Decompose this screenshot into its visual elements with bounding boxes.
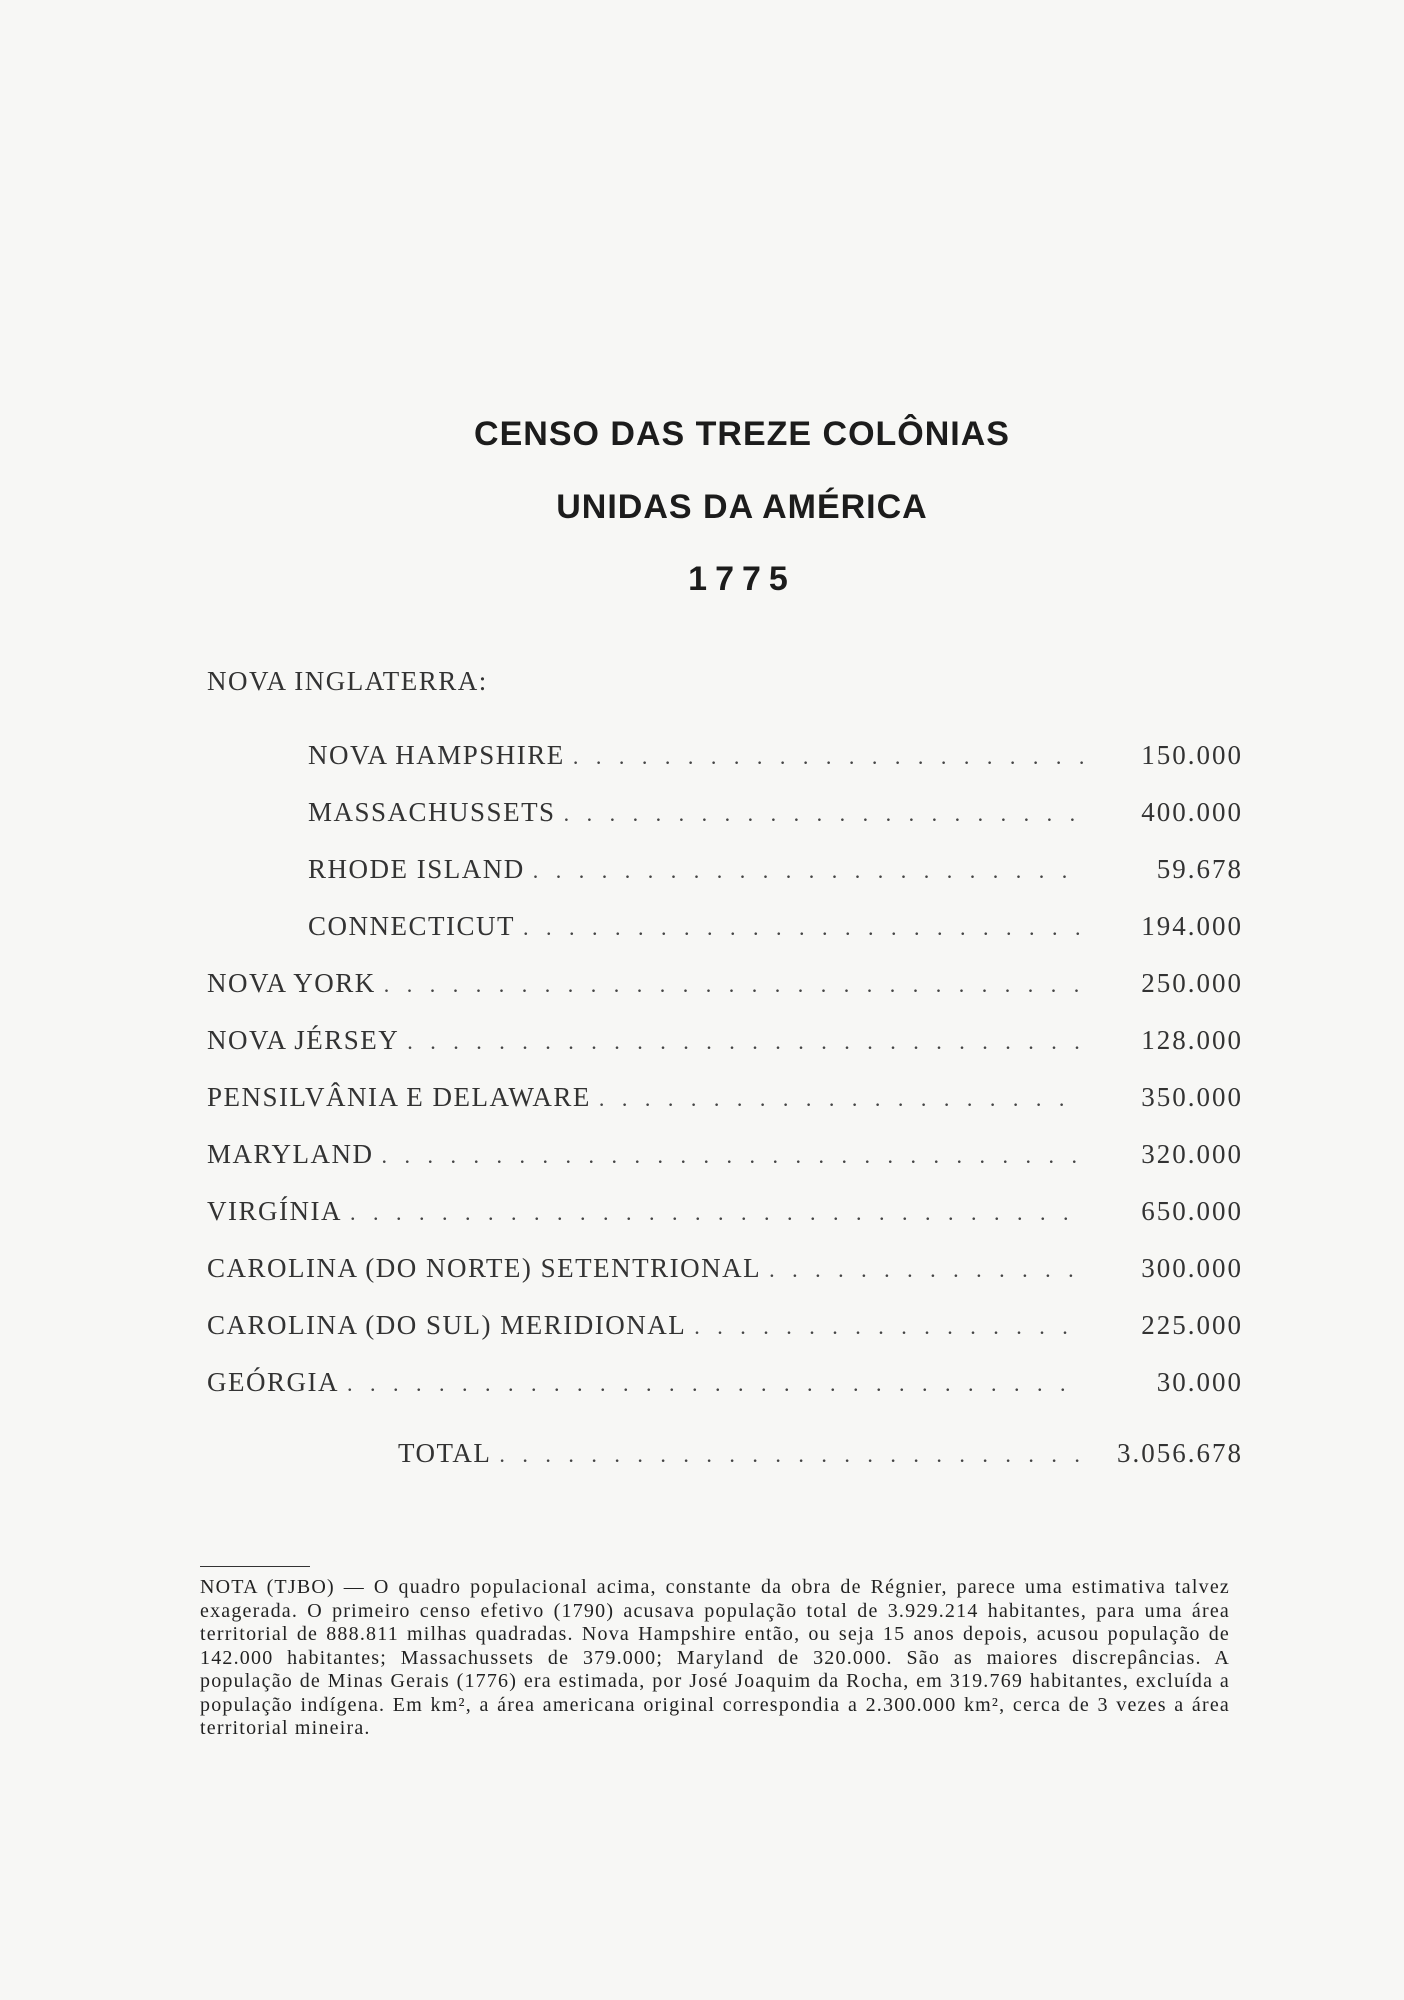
- title-line-1: CENSO DAS TREZE COLÔNIAS: [474, 415, 1010, 453]
- population-value: 128.000: [1141, 1025, 1243, 1055]
- total-label: TOTAL: [398, 1438, 492, 1468]
- region-heading: NOVA INGLATERRA:: [207, 666, 488, 696]
- colony-name: CAROLINA (DO NORTE) SETENTRIONAL: [207, 1253, 762, 1283]
- total-value: 3.056.678: [1117, 1438, 1243, 1468]
- colony-name: VIRGÍNIA: [207, 1196, 342, 1226]
- table-row: [207, 1082, 1243, 1113]
- colony-name: NOVA YORK: [207, 968, 376, 998]
- leader-dots: [533, 858, 1083, 884]
- table-row: [308, 911, 1243, 942]
- leader-dots: [599, 1086, 1083, 1112]
- colony-name: GEÓRGIA: [207, 1367, 339, 1397]
- colony-name: MARYLAND: [207, 1139, 374, 1169]
- table-row: [207, 1310, 1243, 1341]
- colony-name: NOVA HAMPSHIRE: [308, 740, 565, 770]
- leader-dots: [564, 801, 1083, 827]
- leader-dots: [694, 1314, 1083, 1340]
- footnote-text: NOTA (TJBO) — O quadro populacional acima, constante da obra de Régnier, parece uma estimativa talvez exagerada. O primeiro censo efetivo (1790) acusava população total de 3.929.214 habitantes, para uma área territorial de 888.811 milhas quadradas. Nova Hampshire então, ou seja 15 anos depois, acusou população de 142.000 habitantes; Massachussets de 379.000; Maryland de 320.000. São as maiores discrepâncias. A população de Minas Gerais (1776) era estimada, por José Joaquim da Rocha, em 319.769 habitantes, excluída a população indígena. Em km², a área americana original correspondia a 2.300.000 km², cerca de 3 vezes a área territorial mineira.: [200, 1576, 1230, 1739]
- population-value: 150.000: [1141, 740, 1243, 770]
- population-value: 300.000: [1141, 1253, 1243, 1283]
- population-value: 225.000: [1141, 1310, 1243, 1340]
- colony-name: MASSACHUSSETS: [308, 797, 556, 827]
- population-value: 30.000: [1156, 1367, 1243, 1397]
- colony-name: CAROLINA (DO SUL) MERIDIONAL: [207, 1310, 687, 1340]
- title-line-2: UNIDAS DA AMÉRICA: [556, 488, 928, 526]
- population-value: 400.000: [1141, 797, 1243, 827]
- leader-dots: [384, 972, 1083, 998]
- colony-name: RHODE ISLAND: [308, 854, 525, 884]
- table-row: [207, 1253, 1243, 1284]
- leader-dots: [523, 915, 1083, 941]
- leader-dots: [499, 1442, 1083, 1468]
- table-row: [308, 854, 1243, 885]
- colony-name: NOVA JÉRSEY: [207, 1025, 400, 1055]
- table-row: [308, 740, 1243, 771]
- footnote-divider: [200, 1566, 310, 1567]
- table-row: [207, 1367, 1243, 1398]
- title-year: 1775: [688, 560, 796, 598]
- leader-dots: [769, 1257, 1083, 1283]
- leader-dots: [347, 1371, 1083, 1397]
- population-value: 59.678: [1156, 854, 1243, 884]
- population-value: 320.000: [1141, 1139, 1243, 1169]
- population-value: 650.000: [1141, 1196, 1243, 1226]
- colony-name: PENSILVÂNIA E DELAWARE: [207, 1082, 591, 1112]
- table-row: [207, 1196, 1243, 1227]
- leader-dots: [350, 1200, 1083, 1226]
- total-row: [398, 1438, 1243, 1469]
- colony-name: CONNECTICUT: [308, 911, 515, 941]
- table-row: [207, 1139, 1243, 1170]
- leader-dots: [573, 744, 1083, 770]
- leader-dots: [382, 1143, 1083, 1169]
- population-value: 250.000: [1141, 968, 1243, 998]
- table-row: [308, 797, 1243, 828]
- population-value: 194.000: [1141, 911, 1243, 941]
- table-row: [207, 1025, 1243, 1056]
- population-value: 350.000: [1141, 1082, 1243, 1112]
- table-row: [207, 968, 1243, 999]
- leader-dots: [407, 1029, 1083, 1055]
